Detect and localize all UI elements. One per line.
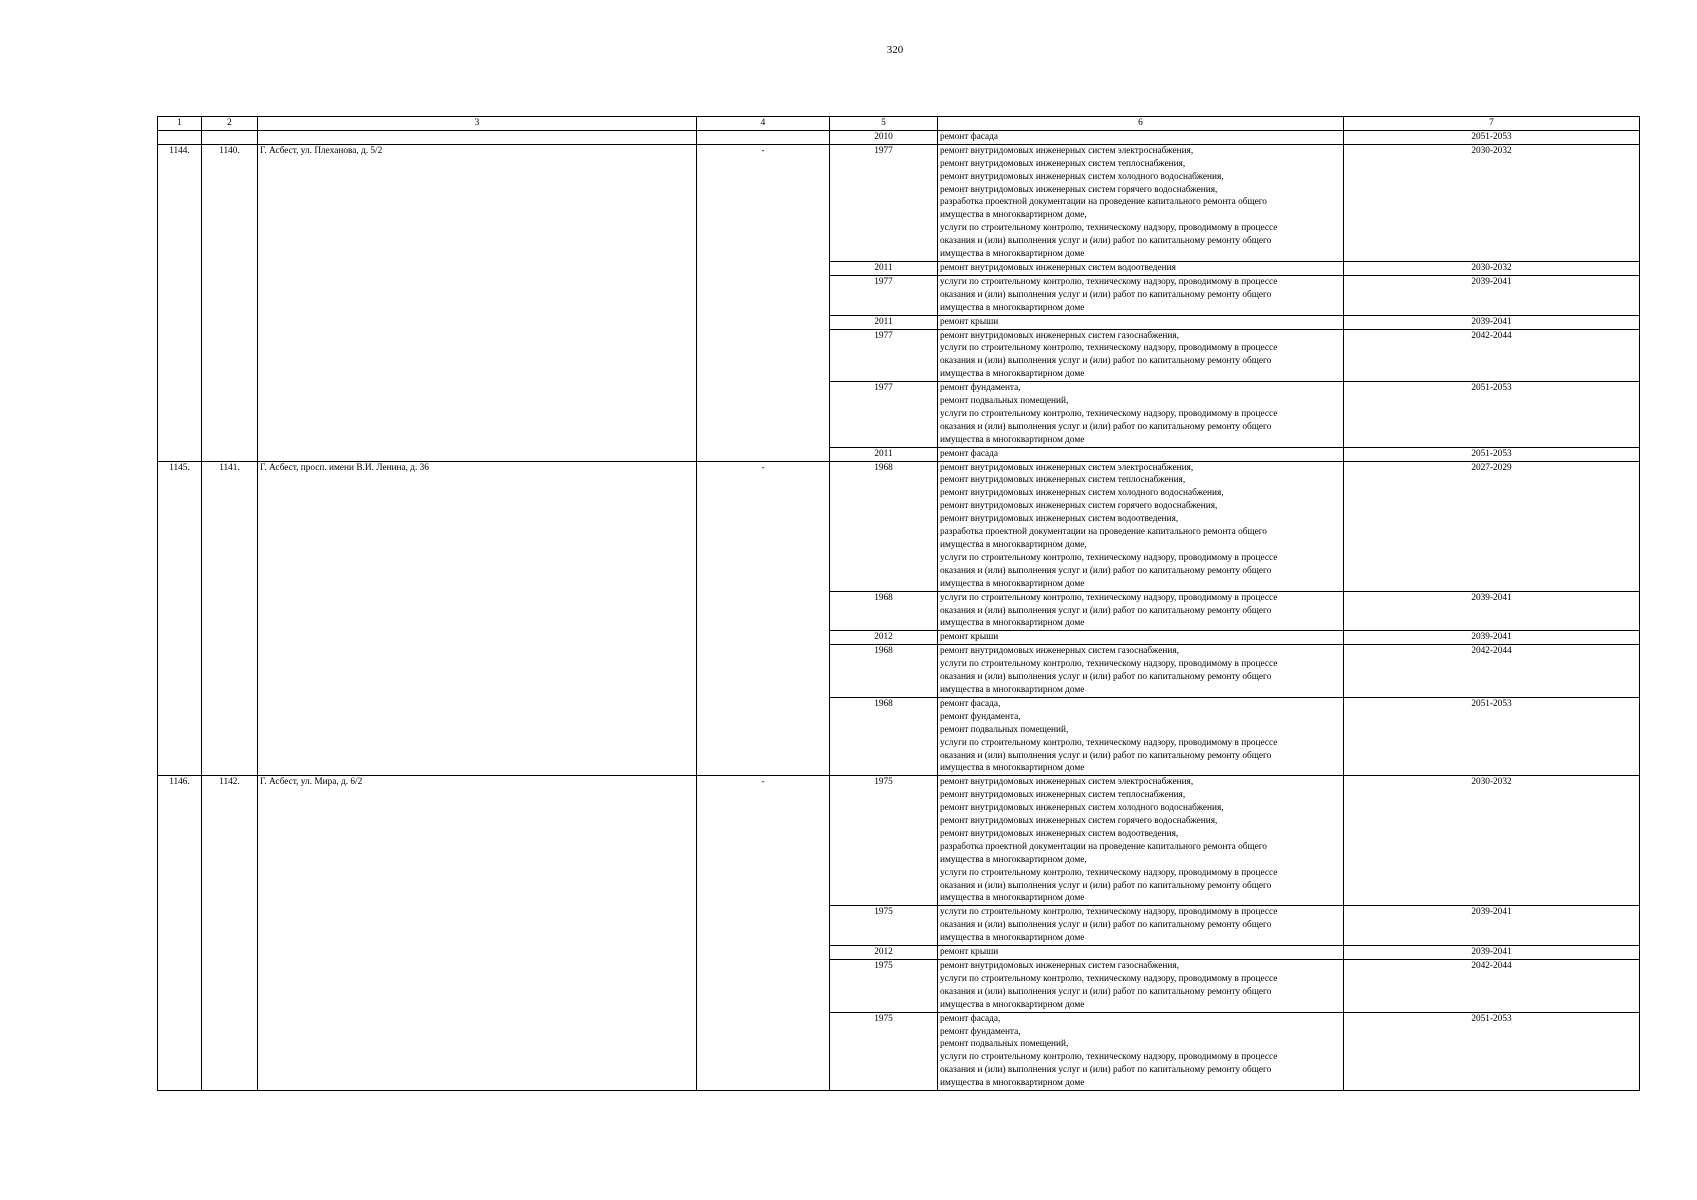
year-cell: 1977 <box>830 329 938 382</box>
year-cell: 2011 <box>830 447 938 461</box>
year-cell: 2012 <box>830 631 938 645</box>
period-cell: 2042-2044 <box>1344 645 1640 698</box>
object-id-cell: 1141. <box>202 461 258 776</box>
year-cell: 2011 <box>830 315 938 329</box>
period-cell: 2039-2041 <box>1344 906 1640 946</box>
empty-cell <box>202 130 258 144</box>
address-cell: Г. Асбест, просп. имени В.И. Ленина, д. 36 <box>258 461 697 776</box>
row-number-cell: 1145. <box>158 461 202 776</box>
year-cell: 1977 <box>830 275 938 315</box>
period-cell: 2030-2032 <box>1344 261 1640 275</box>
column-header: 5 <box>830 117 938 131</box>
column-header: 6 <box>938 117 1344 131</box>
year-cell: 2011 <box>830 261 938 275</box>
period-cell: 2042-2044 <box>1344 960 1640 1013</box>
col4-cell: - <box>697 461 830 776</box>
table-row <box>158 776 1640 906</box>
works-cell: услуги по строительному контролю, техническому надзору, проводимому в процессе оказания и (или) выполнения услуг и (или) работ по капитальному ремонту общего имущества в многоквартирном доме <box>938 591 1344 631</box>
year-cell: 2012 <box>830 946 938 960</box>
empty-cell <box>158 130 202 144</box>
year-cell: 1977 <box>830 382 938 448</box>
works-cell: ремонт крыши <box>938 631 1344 645</box>
year-cell: 2010 <box>830 130 938 144</box>
column-header: 3 <box>258 117 697 131</box>
table-row <box>158 461 1640 591</box>
column-header: 1 <box>158 117 202 131</box>
period-cell: 2030-2032 <box>1344 144 1640 261</box>
row-number-cell: 1146. <box>158 776 202 1091</box>
column-header: 4 <box>697 117 830 131</box>
works-cell: услуги по строительному контролю, техническому надзору, проводимому в процессе оказания и (или) выполнения услуг и (или) работ по капитальному ремонту общего имущества в многоквартирном доме <box>938 275 1344 315</box>
period-cell: 2027-2029 <box>1344 461 1640 591</box>
period-cell: 2051-2053 <box>1344 447 1640 461</box>
col4-cell: - <box>697 144 830 461</box>
period-cell: 2039-2041 <box>1344 591 1640 631</box>
year-cell: 1975 <box>830 906 938 946</box>
works-cell: ремонт фасада <box>938 130 1344 144</box>
period-cell: 2039-2041 <box>1344 631 1640 645</box>
works-cell: услуги по строительному контролю, техническому надзору, проводимому в процессе оказания и (или) выполнения услуг и (или) работ по капитальному ремонту общего имущества в многоквартирном доме <box>938 906 1344 946</box>
works-cell: ремонт фасада <box>938 447 1344 461</box>
works-cell: ремонт внутридомовых инженерных систем газоснабжения, услуги по строительному контролю, техническому надзору, проводимому в процессе оказания и (или) выполнения услуг и (или) работ по капитальному ремонту общего имущества в многоквартирном доме <box>938 960 1344 1013</box>
period-cell: 2030-2032 <box>1344 776 1640 906</box>
works-cell: ремонт внутридомовых инженерных систем газоснабжения, услуги по строительному контролю, техническому надзору, проводимому в процессе оказания и (или) выполнения услуг и (или) работ по капитальному ремонту общего имущества в многоквартирном доме <box>938 645 1344 698</box>
year-cell: 1968 <box>830 591 938 631</box>
period-cell: 2039-2041 <box>1344 275 1640 315</box>
period-cell: 2039-2041 <box>1344 315 1640 329</box>
empty-cell <box>258 130 697 144</box>
page-number: 320 <box>886 44 904 56</box>
works-cell: ремонт внутридомовых инженерных систем электроснабжения, ремонт внутридомовых инженерных систем теплоснабжения, ремонт внутридомовых инженерных систем холодного водоснабжения, ремонт внутридомовых инженерных систем горячего водоснабжения, ремонт внутридомовых инженерных систем водоотведения, разработка проектной документации на проведение капитального ремонта общего имущества в многоквартирном доме, услуги по строительному контролю, техническому надзору, проводимому в процессе оказания и (или) выполнения услуг и (или) работ по капитальному ремонту общего имущества в многоквартирном доме <box>938 776 1344 906</box>
row-number-cell: 1144. <box>158 144 202 461</box>
works-cell: ремонт фасада, ремонт фундамента, ремонт подвальных помещений, услуги по строительному контролю, техническому надзору, проводимому в процессе оказания и (или) выполнения услуг и (или) работ по капитальному ремонту общего имущества в многоквартирном доме <box>938 697 1344 775</box>
header-row <box>158 117 1640 131</box>
year-cell: 1968 <box>830 645 938 698</box>
period-cell: 2039-2041 <box>1344 946 1640 960</box>
works-cell: ремонт внутридомовых инженерных систем электроснабжения, ремонт внутридомовых инженерных систем теплоснабжения, ремонт внутридомовых инженерных систем холодного водоснабжения, ремонт внутридомовых инженерных систем горячего водоснабжения, ремонт внутридомовых инженерных систем водоотведения, разработка проектной документации на проведение капитального ремонта общего имущества в многоквартирном доме, услуги по строительному контролю, техническому надзору, проводимому в процессе оказания и (или) выполнения услуг и (или) работ по капитальному ремонту общего имущества в многоквартирном доме <box>938 461 1344 591</box>
works-cell: ремонт крыши <box>938 946 1344 960</box>
period-cell: 2042-2044 <box>1344 329 1640 382</box>
table-body <box>158 117 1640 1091</box>
works-cell: ремонт фундамента, ремонт подвальных помещений, услуги по строительному контролю, техническому надзору, проводимому в процессе оказания и (или) выполнения услуг и (или) работ по капитальному ремонту общего имущества в многоквартирном доме <box>938 382 1344 448</box>
works-cell: ремонт внутридомовых инженерных систем газоснабжения, услуги по строительному контролю, техническому надзору, проводимому в процессе оказания и (или) выполнения услуг и (или) работ по капитальному ремонту общего имущества в многоквартирном доме <box>938 329 1344 382</box>
period-cell: 2051-2053 <box>1344 130 1640 144</box>
table-row <box>158 144 1640 261</box>
continuation-row <box>158 130 1640 144</box>
year-cell: 1968 <box>830 697 938 775</box>
empty-cell <box>697 130 830 144</box>
works-cell: ремонт фасада, ремонт фундамента, ремонт подвальных помещений, услуги по строительному контролю, техническому надзору, проводимому в процессе оказания и (или) выполнения услуг и (или) работ по капитальному ремонту общего имущества в многоквартирном доме <box>938 1012 1344 1090</box>
period-cell: 2051-2053 <box>1344 1012 1640 1090</box>
year-cell: 1975 <box>830 960 938 1013</box>
address-cell: Г. Асбест, ул. Плеханова, д. 5/2 <box>258 144 697 461</box>
year-cell: 1975 <box>830 1012 938 1090</box>
year-cell: 1975 <box>830 776 938 906</box>
object-id-cell: 1140. <box>202 144 258 461</box>
column-header: 2 <box>202 117 258 131</box>
works-cell: ремонт внутридомовых инженерных систем водоотведения <box>938 261 1344 275</box>
object-id-cell: 1142. <box>202 776 258 1091</box>
period-cell: 2051-2053 <box>1344 382 1640 448</box>
works-cell: ремонт крыши <box>938 315 1344 329</box>
year-cell: 1968 <box>830 461 938 591</box>
year-cell: 1977 <box>830 144 938 261</box>
address-cell: Г. Асбест, ул. Мира, д. 6/2 <box>258 776 697 1091</box>
works-cell: ремонт внутридомовых инженерных систем электроснабжения, ремонт внутридомовых инженерных систем теплоснабжения, ремонт внутридомовых инженерных систем холодного водоснабжения, ремонт внутридомовых инженерных систем горячего водоснабжения, разработка проектной документации на проведение капитального ремонта общего имущества в многоквартирном доме, услуги по строительному контролю, техническому надзору, проводимому в процессе оказания и (или) выполнения услуг и (или) работ по капитальному ремонту общего имущества в многоквартирном доме <box>938 144 1344 261</box>
col4-cell: - <box>697 776 830 1091</box>
column-header: 7 <box>1344 117 1640 131</box>
period-cell: 2051-2053 <box>1344 697 1640 775</box>
repair-schedule-table <box>157 116 1640 1091</box>
